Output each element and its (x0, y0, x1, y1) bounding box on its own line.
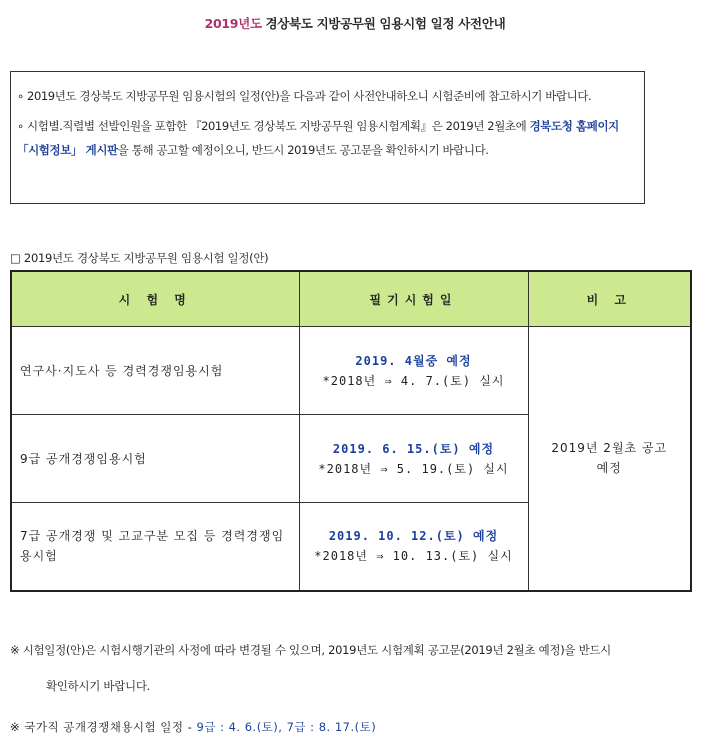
note-line-1: 2019년 2월초 공고 (551, 441, 668, 456)
exam-name: 7급 공개경쟁 및 고교구분 모집 등 경력경쟁임용시험 (11, 503, 299, 591)
exam-date (299, 503, 528, 591)
section-subtitle: □ 2019년도 경상북도 지방공무원 임용시험 일정(안) (10, 251, 269, 265)
note-line-2: 예정 (596, 461, 622, 476)
planned-date: 2019. 6. 15.(토) 예정 (332, 441, 495, 456)
note-cell (528, 327, 691, 591)
previous-date: *2018년 ⇒ 5. 19.(토) 실시 (318, 461, 509, 476)
previous-date: *2018년 ⇒ 4. 7.(토) 실시 (322, 373, 505, 388)
header-note: 비 고 (528, 271, 691, 327)
national-exam-dates: 9급 : 4. 6.(토), 7급 : 8. 17.(토) (196, 720, 377, 734)
footnote-national-exam (10, 719, 376, 735)
table-row (11, 327, 691, 415)
notice-paragraph-2 (17, 114, 636, 162)
planned-date: 2019. 10. 12.(토) 예정 (328, 529, 499, 544)
title-year: 2019년도 (204, 16, 262, 31)
header-exam-date: 필기시험일 (299, 271, 528, 327)
exam-name: 9급 공개경쟁임용시험 (11, 415, 299, 503)
page-title (0, 14, 710, 32)
planned-date: 2019. 4월중 예정 (355, 353, 472, 368)
previous-date: *2018년 ⇒ 10. 13.(토) 실시 (314, 549, 513, 564)
table-header-row (11, 271, 691, 327)
header-exam-name: 시 험 명 (11, 271, 299, 327)
footnote-line: ※ 시험일정(안)은 시험시행기관의 사정에 따라 변경될 수 있으며, 2019년도 시험계획 공고문(2019년 2월초 예정)을 반드시 (10, 643, 611, 657)
notice-text-end: 을 통해 공고할 예정이오니, 반드시 2019년도 공고문을 확인하시기 바랍니다. (117, 143, 489, 157)
notice-text: ∘ 시험별.직렬별 선발인원을 포함한 『2019년도 경상북도 지방공무원 임용시험계획』은 2019년 2월초에 (17, 119, 530, 133)
national-exam-label: ※ 국가직 공개경쟁채용시험 일정 - (10, 720, 197, 734)
title-text: 경상북도 지방공무원 임용시험 일정 사전안내 (265, 16, 506, 31)
notice-paragraph-1: ∘ 2019년도 경상북도 지방공무원 임용시험의 일정(안)을 다음과 같이 사전안내하오니 시험준비에 참고하시기 바랍니다. (17, 89, 592, 103)
exam-date (299, 327, 528, 415)
footnote-schedule-change (10, 640, 705, 693)
exam-date (299, 415, 528, 503)
notice-box (10, 71, 645, 204)
exam-name: 연구사·지도사 등 경력경쟁임용시험 (11, 327, 299, 415)
notice-highlight: 경북도청 홈페이지 「시험정보」 게시판 (17, 119, 619, 157)
schedule-table (10, 270, 692, 592)
footnote-line-cont: 확인하시기 바랍니다. (46, 679, 150, 693)
